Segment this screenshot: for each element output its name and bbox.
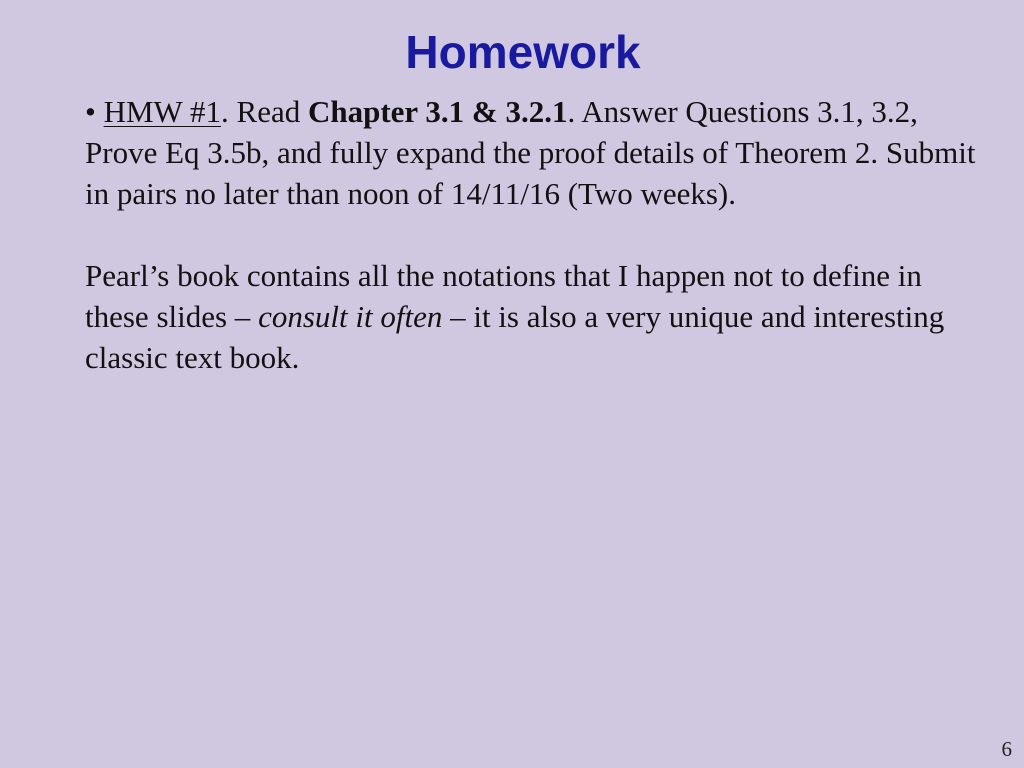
slide-body <box>85 91 980 378</box>
bullet-icon: • <box>85 94 96 129</box>
homework-item <box>85 91 980 214</box>
book-note-emphasis: consult it often <box>258 299 443 334</box>
book-note-text: Pearl’s book contains all the notations that I happen not to define in these slides – <box>85 258 922 334</box>
page-number: 6 <box>1001 737 1012 761</box>
homework-instructions: . Answer Questions 3.1, 3.2, Prove Eq 3.5b, and fully expand the proof details of Theorem 2. Submit in pairs no later than noon of 14/11/16 (Two weeks). <box>85 94 976 211</box>
homework-label: HMW #1 <box>103 94 222 129</box>
homework-chapters: Chapter 3.1 & 3.2.1 <box>307 94 568 129</box>
book-note-text-end: – it is also a very unique and interesting classic text book. <box>85 299 945 375</box>
book-note <box>85 255 980 378</box>
homework-read-text: . Read <box>221 94 308 129</box>
slide-title: Homework <box>405 26 641 78</box>
